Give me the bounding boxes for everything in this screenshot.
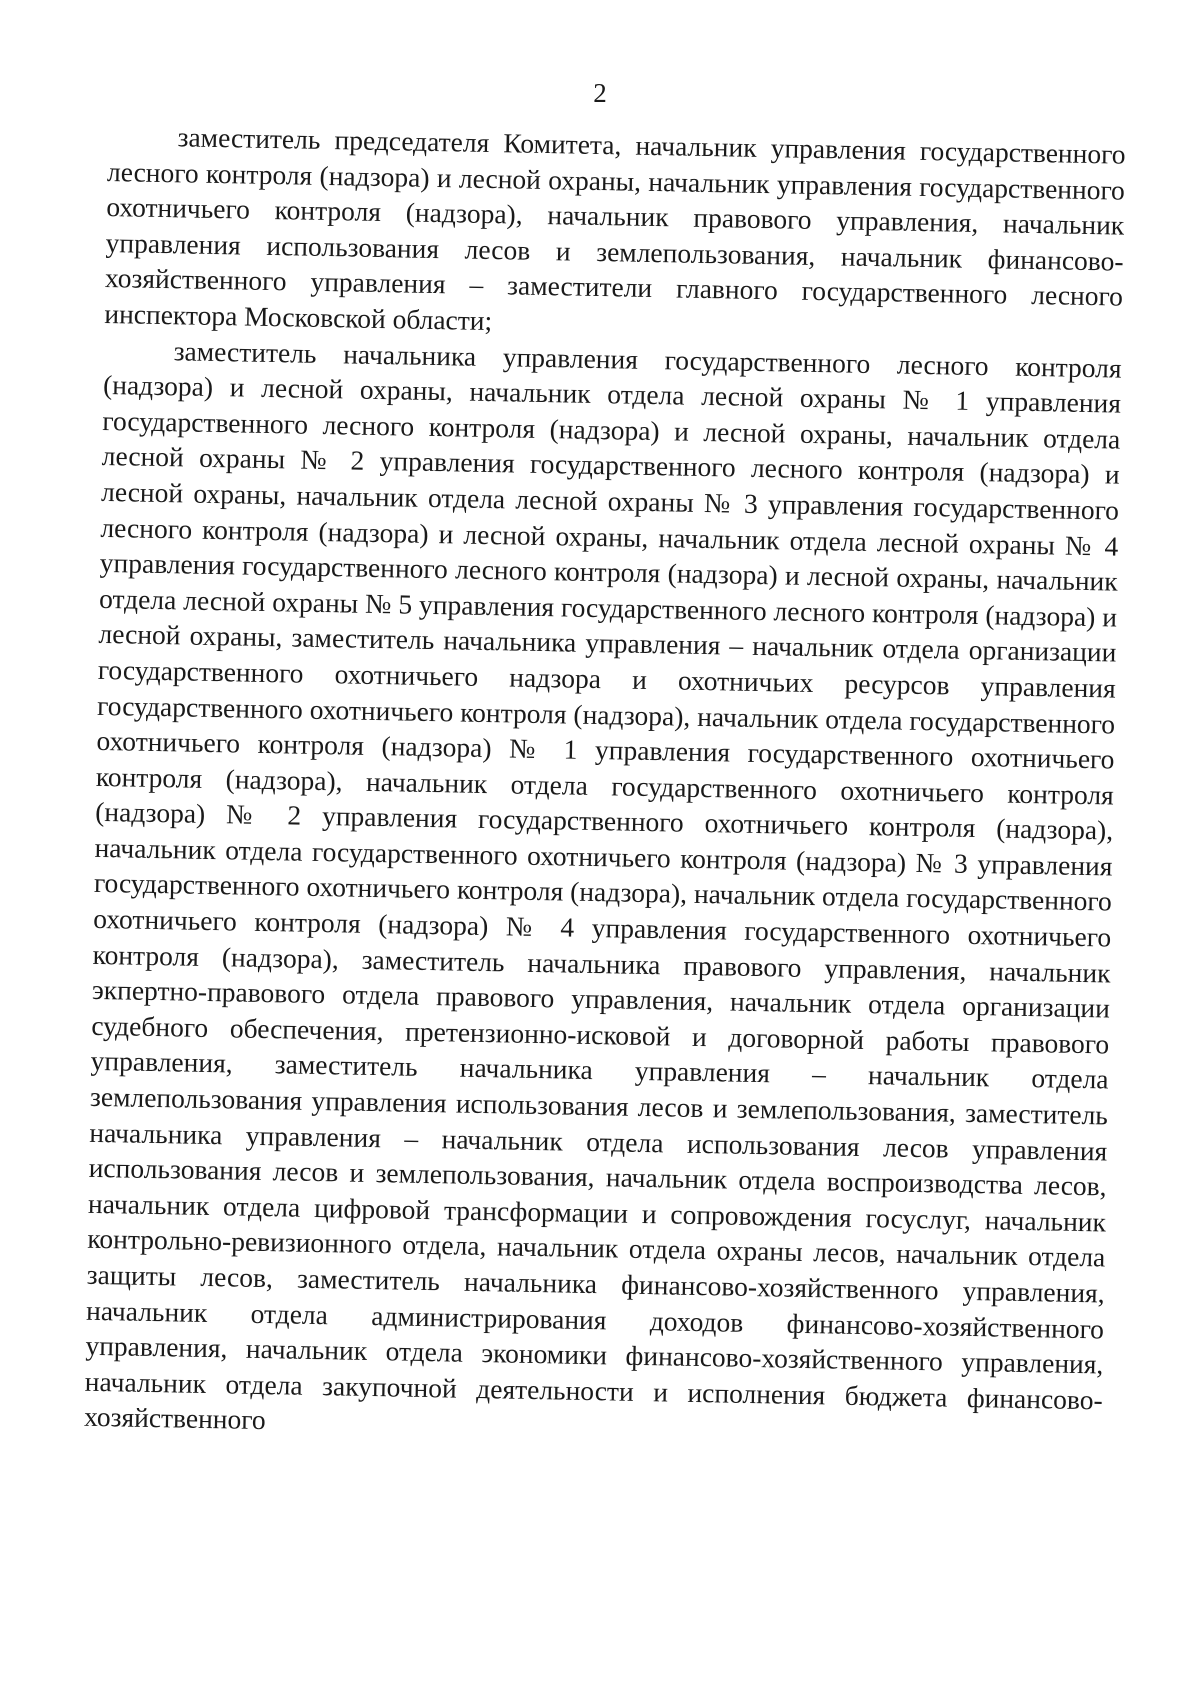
document-body: [84, 118, 1126, 1453]
paragraph-deputies: заместитель председателя Комитета, начальник управления государственного лесного контроля (надзора) и лесной охраны, начальник управления государственного охотничьего контроля (надзора), начальник правового управления, начальник управления использования лесов и землепользования, начальник финансово-хозяйственного управления – заместители главного государственного лесного инспектора Московской области;: [104, 121, 1126, 337]
page-number: 2: [593, 78, 607, 108]
paragraph-officials-list: заместитель начальника управления государственного лесного контроля (надзора) и лесной охраны, начальник отдела лесной охраны № 1 управления государственного лесного контроля (надзора) и лесной охраны, начальник отдела лесной охраны № 2 управления государственного лесного контроля (надзора) и лесной охраны, начальник отдела лесной охраны № 3 управления государственного лесного контроля (надзора) и лесной охраны, начальник отдела лесной охраны № 4 управления государственного лесного контроля (надзора) и лесной охраны, начальник отдела лесной охраны № 5 управления государственного лесного контроля (надзора) и лесной охраны, заместитель начальника управления – начальник отдела организации государственного охотничьего надзора и охотничьих ресурсов управления государственного охотничьего контроля (надзора), начальник отдела государственного охотничьего контроля (надзора) № 1 управления государственного охотничьего контроля (надзора), начальник отдела государственного охотничьего контроля (надзора) № 2 управления государственного охотничьего контроля (надзора), начальник отдела государственного охотничьего контроля (надзора) № 3 управления государственного охотничьего контроля (надзора), начальник отдела государственного охотничьего контроля (надзора) № 4 управления государственного охотничьего контроля (надзора), заместитель начальника правового управления, начальник экпертно-правового отдела правового управления, начальник отдела организации судебного обеспечения, претензионно-исковой и договорной работы правового управления, заместитель начальника управления – начальник отдела землепользования управления использования лесов и землепользования, заместитель начальника управления – начальник отдела использования лесов управления использования лесов и землепользования, начальник отдела воспроизводства лесов, начальник отдела цифровой трансформации и сопровождения госуслуг, начальник контрольно-ревизионного отдела, начальник отдела охраны лесов, начальник отдела защиты лесов, заместитель начальника финансово-хозяйственного управления, начальник отдела администрирования доходов финансово-хозяйственного управления, начальник отдела экономики финансово-хозяйственного управления, начальник отдела закупочной деятельности и исполнения бюджета финансово-хозяйственного: [83, 334, 1122, 1436]
